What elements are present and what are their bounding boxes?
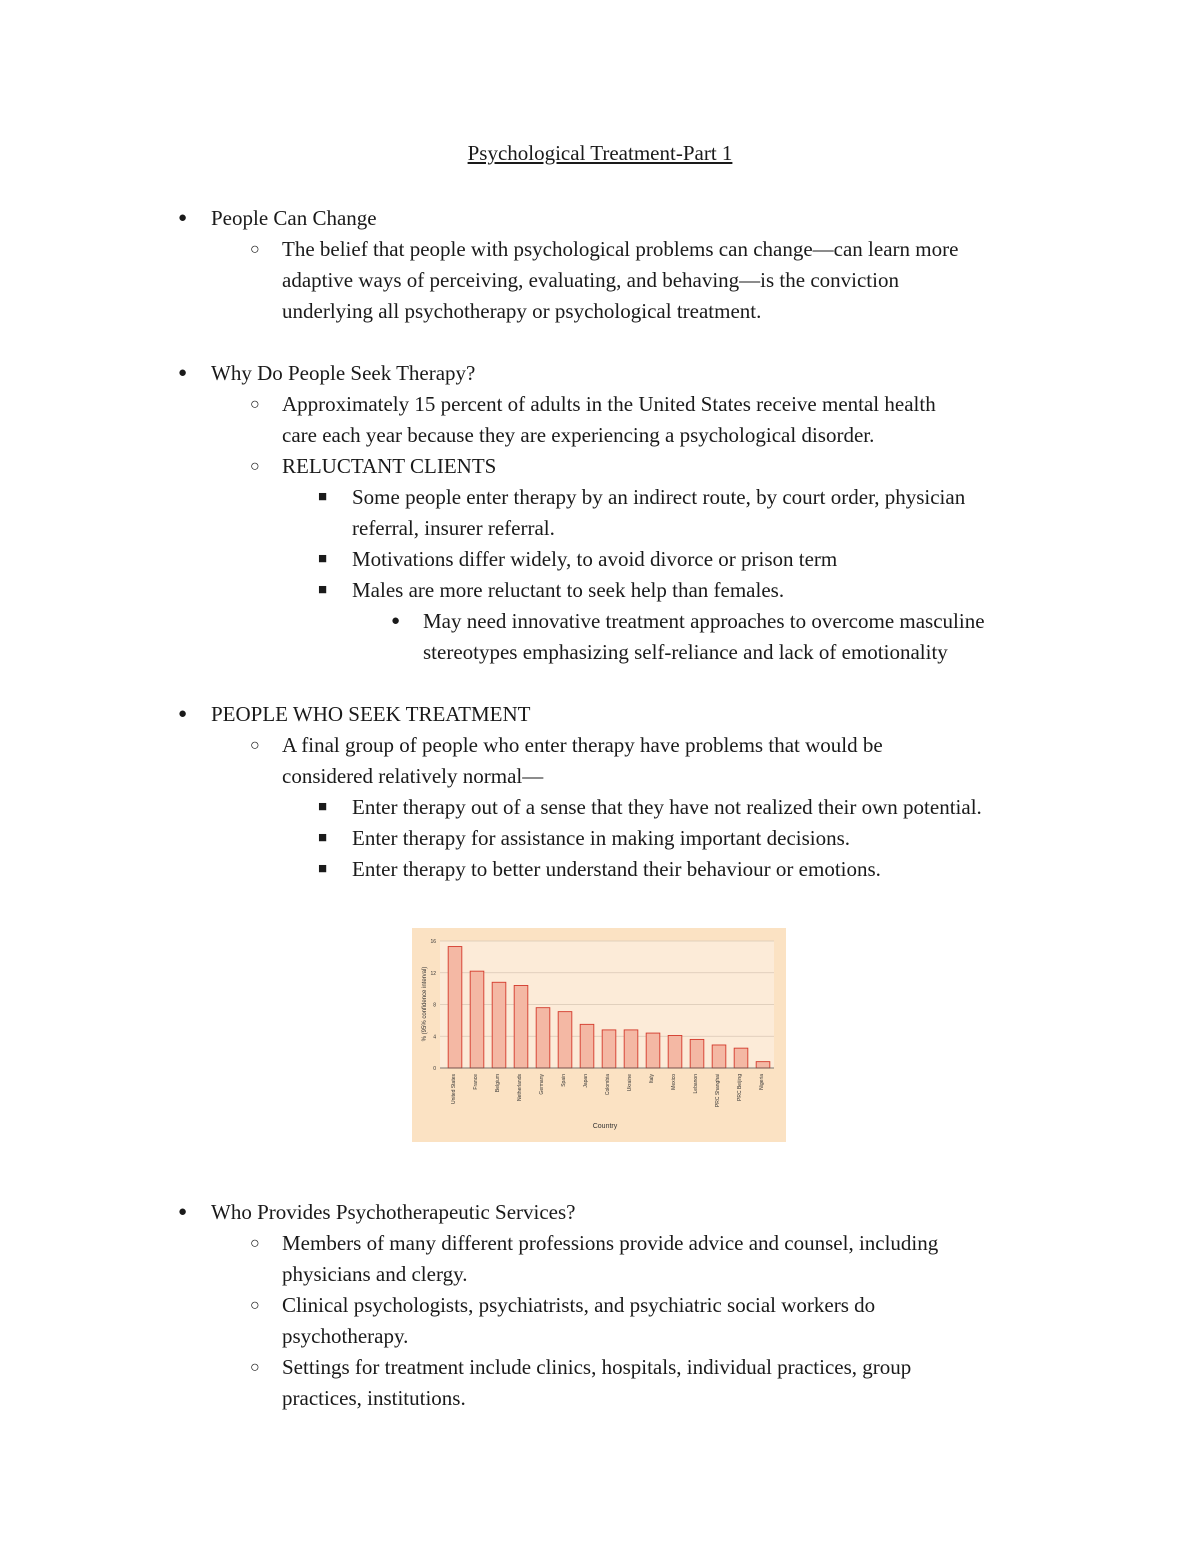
square-bullet-icon: ■ bbox=[318, 551, 328, 567]
text-line: considered relatively normal— bbox=[282, 764, 544, 788]
text-line: Enter therapy to better understand their behaviour or emotions. bbox=[352, 857, 881, 881]
x-tick-label: Netherlands bbox=[517, 1074, 523, 1101]
text-line: physicians and clergy. bbox=[282, 1262, 468, 1286]
hollow-bullet-icon: ○ bbox=[250, 1235, 260, 1252]
text-line: Motivations differ widely, to avoid divorce or prison term bbox=[352, 547, 838, 571]
bar bbox=[712, 1045, 726, 1068]
hollow-bullet-icon: ○ bbox=[250, 458, 260, 475]
bar bbox=[690, 1039, 704, 1068]
text-line: A final group of people who enter therapy have problems that would be bbox=[282, 733, 883, 757]
y-tick-label: 16 bbox=[430, 939, 436, 945]
y-tick-label: 4 bbox=[433, 1034, 436, 1041]
bullet-icon: ● bbox=[178, 1204, 188, 1220]
page-title: Psychological Treatment-Part 1 bbox=[467, 141, 733, 165]
text-line: adaptive ways of perceiving, evaluating, and behaving—is the conviction bbox=[282, 268, 899, 292]
y-tick-label: 8 bbox=[433, 1002, 436, 1009]
text-line: Settings for treatment include clinics, hospitals, individual practices, group bbox=[282, 1355, 912, 1379]
text-line: May need innovative treatment approaches to overcome masculine bbox=[423, 609, 985, 633]
bullet-icon: ● bbox=[391, 613, 401, 629]
text-line: The belief that people with psychological problems can change—can learn more bbox=[282, 237, 959, 261]
bar bbox=[536, 1008, 550, 1068]
bar bbox=[734, 1048, 748, 1068]
text-line: Members of many different professions provide advice and counsel, including bbox=[282, 1231, 939, 1255]
bar-chart bbox=[412, 928, 786, 1142]
x-tick-label: Mexico bbox=[671, 1074, 677, 1090]
hollow-bullet-icon: ○ bbox=[250, 1297, 260, 1314]
y-tick-label: 0 bbox=[433, 1066, 436, 1072]
text-line: Enter therapy for assistance in making important decisions. bbox=[352, 826, 851, 850]
bar bbox=[448, 947, 462, 1068]
text-line: Some people enter therapy by an indirect route, by court order, physician bbox=[352, 485, 966, 509]
bullet-icon: ● bbox=[178, 706, 188, 722]
text-line: psychotherapy. bbox=[282, 1324, 409, 1348]
y-tick-label: 12 bbox=[430, 970, 436, 977]
x-tick-label: France bbox=[473, 1074, 479, 1090]
bar bbox=[558, 1012, 572, 1068]
hollow-bullet-icon: ○ bbox=[250, 737, 260, 754]
section-heading: People Can Change bbox=[211, 206, 377, 230]
x-tick-label: United States bbox=[451, 1074, 457, 1105]
square-bullet-icon: ■ bbox=[318, 830, 328, 846]
bullet-icon: ● bbox=[178, 365, 188, 381]
hollow-bullet-icon: ○ bbox=[250, 396, 260, 413]
bar bbox=[514, 985, 528, 1068]
text-line: underlying all psychotherapy or psychological treatment. bbox=[282, 299, 762, 323]
x-tick-label: PRC Beijing bbox=[737, 1074, 743, 1101]
hollow-bullet-icon: ○ bbox=[250, 241, 260, 258]
bar bbox=[470, 971, 484, 1068]
square-bullet-icon: ■ bbox=[318, 799, 328, 815]
bar bbox=[602, 1030, 616, 1068]
x-tick-label: Nigeria bbox=[759, 1074, 765, 1090]
text-line: Males are more reluctant to seek help than females. bbox=[352, 578, 785, 602]
bar bbox=[624, 1030, 638, 1068]
x-tick-label: Italy bbox=[649, 1074, 655, 1084]
y-axis-label: % (95% confidence interval) bbox=[422, 966, 428, 1042]
x-axis-label: Country bbox=[592, 1123, 618, 1130]
text-line: referral, insurer referral. bbox=[352, 516, 555, 540]
x-tick-label: Ukraine bbox=[627, 1074, 633, 1092]
bar bbox=[580, 1024, 594, 1068]
text-line: Approximately 15 percent of adults in the United States receive mental health bbox=[282, 392, 936, 416]
bar bbox=[492, 982, 506, 1068]
x-tick-label: Belgium bbox=[495, 1074, 501, 1093]
square-bullet-icon: ■ bbox=[318, 861, 328, 877]
square-bullet-icon: ■ bbox=[318, 582, 328, 598]
x-tick-label: Japan bbox=[583, 1074, 589, 1088]
x-tick-label: Spain bbox=[561, 1074, 567, 1087]
bar bbox=[668, 1035, 682, 1068]
x-tick-label: Lebanon bbox=[693, 1074, 699, 1094]
bar-chart-svg bbox=[412, 928, 786, 1142]
section-heading: PEOPLE WHO SEEK TREATMENT bbox=[211, 702, 531, 726]
text-line: Clinical psychologists, psychiatrists, and psychiatric social workers do bbox=[282, 1293, 876, 1317]
text-line: RELUCTANT CLIENTS bbox=[282, 454, 497, 478]
x-tick-label: Colombia bbox=[605, 1074, 611, 1096]
x-tick-label: PRC Shanghai bbox=[715, 1074, 721, 1108]
section-heading: Who Provides Psychotherapeutic Services? bbox=[211, 1200, 576, 1224]
bar bbox=[646, 1033, 660, 1068]
bullet-icon: ● bbox=[178, 210, 188, 226]
x-tick-label: Germany bbox=[539, 1074, 545, 1095]
hollow-bullet-icon: ○ bbox=[250, 1359, 260, 1376]
text-line: stereotypes emphasizing self-reliance and lack of emotionality bbox=[423, 640, 948, 664]
square-bullet-icon: ■ bbox=[318, 489, 328, 505]
text-line: care each year because they are experiencing a psychological disorder. bbox=[282, 423, 875, 447]
bar bbox=[756, 1062, 770, 1068]
text-line: practices, institutions. bbox=[282, 1386, 466, 1410]
text-line: Enter therapy out of a sense that they have not realized their own potential. bbox=[352, 795, 982, 819]
section-heading: Why Do People Seek Therapy? bbox=[211, 361, 476, 385]
